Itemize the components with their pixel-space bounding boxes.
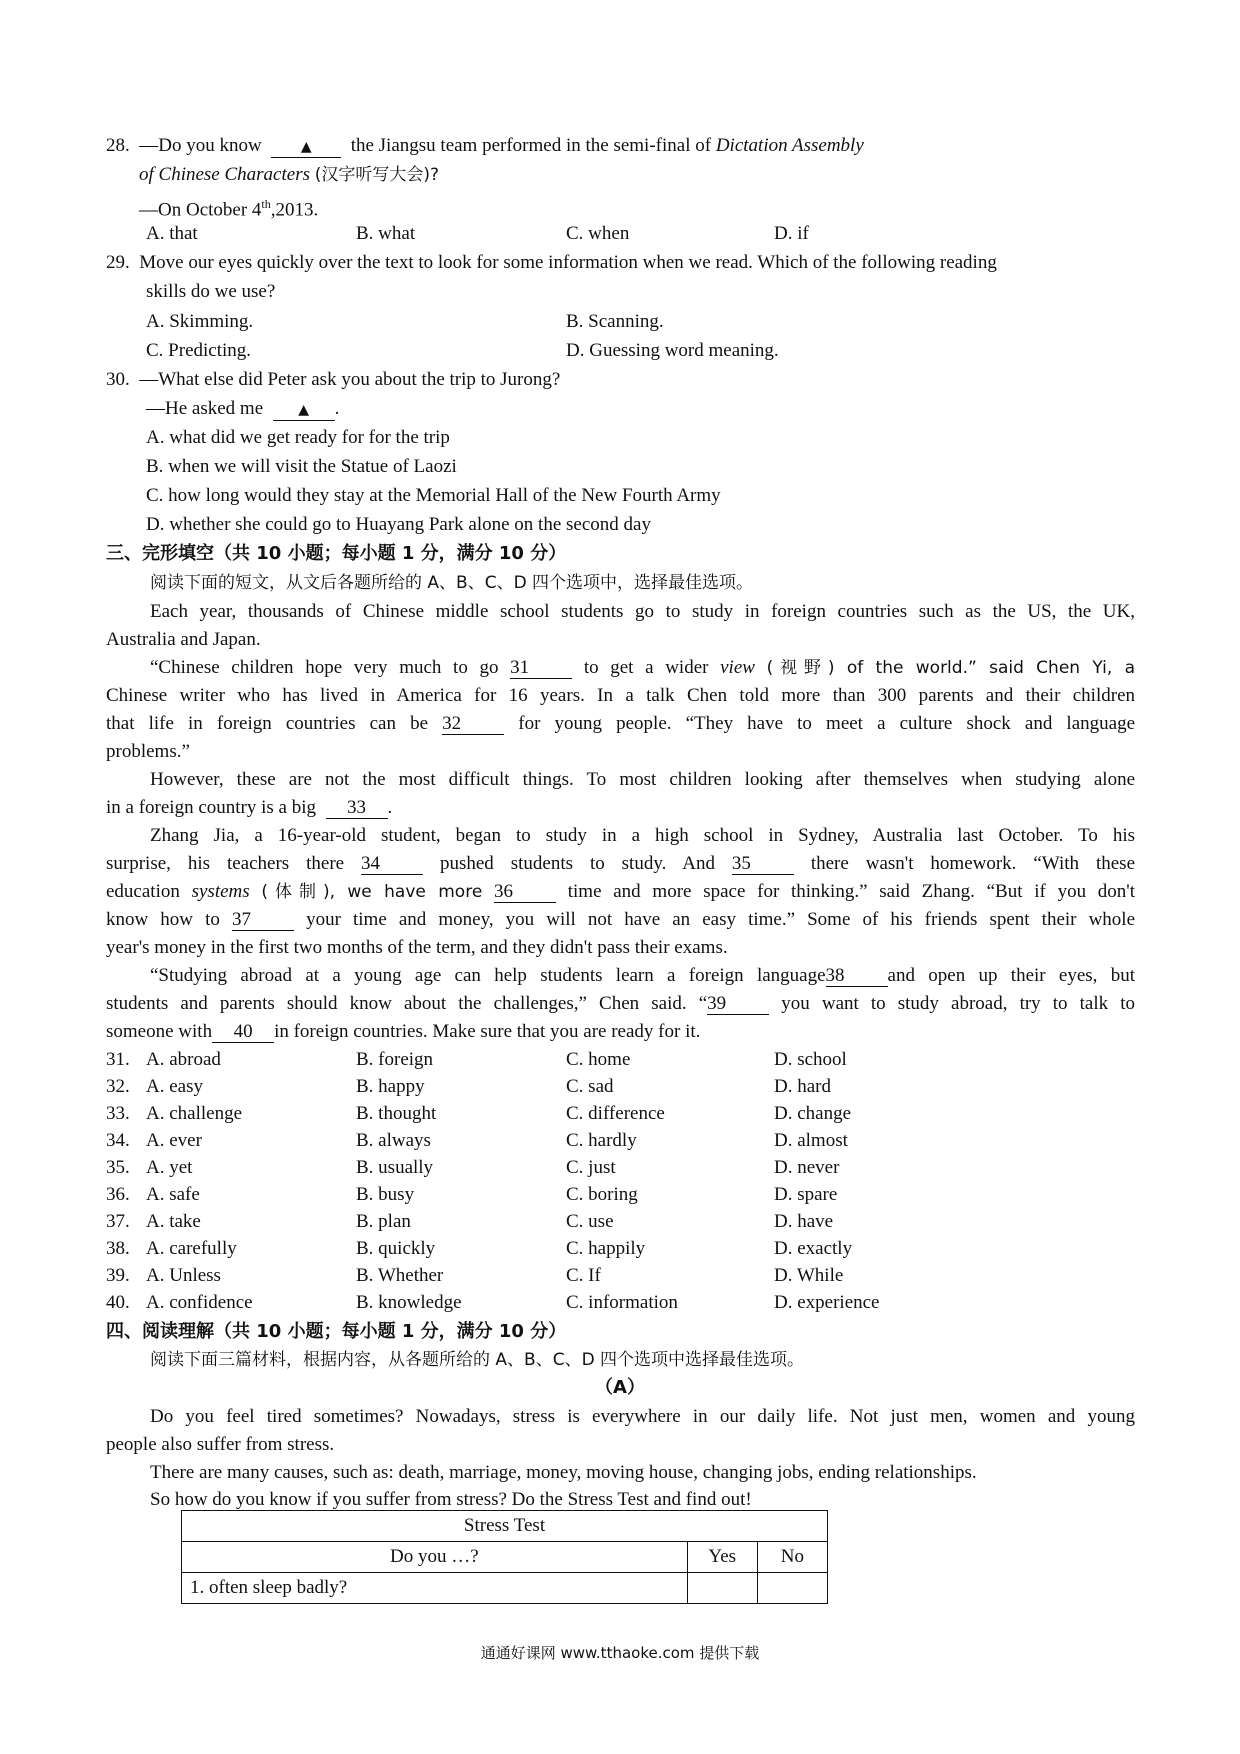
section4-instruction: 阅读下面三篇材料，根据内容，从各题所给的 A、B、C、D 四个选项中选择最佳选项。 bbox=[150, 1350, 805, 1370]
option-b: B. happy bbox=[356, 1076, 425, 1097]
option-a: A. abroad bbox=[146, 1049, 221, 1070]
table-row bbox=[182, 1573, 828, 1604]
option-c: C. information bbox=[566, 1292, 678, 1313]
passage-a-label: （A） bbox=[595, 1377, 645, 1398]
option-b: B. foreign bbox=[356, 1049, 434, 1070]
option-c: C. happily bbox=[566, 1238, 646, 1259]
option-b: B. Whether bbox=[356, 1265, 444, 1286]
column-header-no: No bbox=[757, 1542, 827, 1573]
cloze-p4-line3: education systems (体制), we have more 36 time and more space for thinking.” said Zhang. “But if you don't bbox=[106, 881, 1136, 902]
cloze-p5-line1: “Studying abroad at a young age can help students learn a foreign language38 and open up their eyes, but bbox=[150, 965, 1135, 986]
option-a: A. ever bbox=[146, 1130, 202, 1151]
blank-35: 35 bbox=[732, 854, 794, 875]
option-row-num: 32. bbox=[106, 1076, 130, 1097]
option-a: A. yet bbox=[146, 1157, 193, 1178]
option-b: B. thought bbox=[356, 1103, 437, 1124]
page-footer: 通通好课网 www.tthaoke.com 提供下载 bbox=[480, 1644, 760, 1662]
option-d: D. hard bbox=[774, 1076, 831, 1097]
option-row-num: 36. bbox=[106, 1184, 130, 1205]
option-c: C. hardly bbox=[566, 1130, 637, 1151]
cloze-p5-line2: students and parents should know about the challenges,” Chen said. “39 you want to study abroad, try to talk to bbox=[106, 993, 1136, 1014]
q28-reply: —On October 4th,2013. bbox=[139, 197, 319, 221]
cloze-p3-line1: However, these are not the most difficult things. To most children looking after themselves when studying alone bbox=[150, 769, 1135, 790]
section3-instruction: 阅读下面的短文，从文后各题所给的 A、B、C、D 四个选项中，选择最佳选项。 bbox=[150, 573, 754, 593]
option-c: C. difference bbox=[566, 1103, 665, 1124]
blank-38: 38 bbox=[826, 966, 888, 987]
blank-31: 31 bbox=[510, 658, 572, 679]
blank-34: 34 bbox=[361, 854, 423, 875]
cloze-p4-line4: know how to 37 your time and money, you will not have an easy time.” Some of his friends spent their whole bbox=[106, 909, 1135, 930]
section3-heading: 三、完形填空（共 10 小题；每小题 1 分，满分 10 分） bbox=[106, 543, 567, 564]
option-d: D. have bbox=[774, 1211, 834, 1232]
q29-option-a: A. Skimming. bbox=[146, 311, 254, 332]
option-b: B. quickly bbox=[356, 1238, 436, 1259]
option-a: A. take bbox=[146, 1211, 201, 1232]
q28-option-c: C. when bbox=[566, 223, 630, 244]
option-b: B. busy bbox=[356, 1184, 415, 1205]
reading-a-p3: So how do you know if you suffer from stress? Do the Stress Test and find out! bbox=[150, 1489, 752, 1510]
cloze-p2-line3: that life in foreign countries can be 32 for young people. “They have to meet a culture shock and language bbox=[106, 713, 1136, 734]
section4-heading: 四、阅读理解（共 10 小题；每小题 1 分，满分 10 分） bbox=[106, 1321, 567, 1342]
q30-blank: ▲ bbox=[273, 399, 335, 421]
option-b: B. usually bbox=[356, 1157, 434, 1178]
cloze-p1-line2: Australia and Japan. bbox=[106, 629, 261, 650]
cloze-p2-line2: Chinese writer who has lived in America for 16 years. In a talk Chen told more than 300 parents and their children bbox=[106, 685, 1135, 706]
row-question: 1. often sleep badly? bbox=[182, 1573, 688, 1604]
q30-option-a: A. what did we get ready for for the trip bbox=[146, 427, 450, 448]
row-yes-cell bbox=[687, 1573, 757, 1604]
blank-33: 33 bbox=[326, 798, 388, 819]
option-c: C. sad bbox=[566, 1076, 614, 1097]
option-row-num: 31. bbox=[106, 1049, 130, 1070]
option-c: C. If bbox=[566, 1265, 601, 1286]
q28-line2: of Chinese Characters (汉字听写大会)? bbox=[139, 164, 440, 185]
q28-line1: 28. —Do you know ▲ the Jiangsu team performed in the semi-final of Dictation Assembly bbox=[106, 135, 864, 156]
blank-39: 39 bbox=[707, 994, 769, 1015]
option-d: D. school bbox=[774, 1049, 847, 1070]
option-d: D. never bbox=[774, 1157, 840, 1178]
q28-blank: ▲ bbox=[271, 136, 341, 158]
option-d: D. While bbox=[774, 1265, 844, 1286]
q29-line2: skills do we use? bbox=[146, 281, 276, 302]
option-a: A. Unless bbox=[146, 1265, 221, 1286]
cloze-p2-line4: problems.” bbox=[106, 741, 190, 762]
reading-a-p1-line2: people also suffer from stress. bbox=[106, 1434, 335, 1455]
option-row-num: 35. bbox=[106, 1157, 130, 1178]
column-header-yes: Yes bbox=[687, 1542, 757, 1573]
q30-line1: 30. —What else did Peter ask you about the trip to Jurong? bbox=[106, 369, 561, 390]
option-c: C. boring bbox=[566, 1184, 638, 1205]
option-a: A. safe bbox=[146, 1184, 200, 1205]
stress-test-title: Stress Test bbox=[182, 1511, 828, 1542]
stress-test-table bbox=[181, 1510, 828, 1604]
option-c: C. just bbox=[566, 1157, 616, 1178]
option-d: D. spare bbox=[774, 1184, 838, 1205]
option-d: D. almost bbox=[774, 1130, 848, 1151]
q29-option-d: D. Guessing word meaning. bbox=[566, 340, 779, 361]
q28-option-d: D. if bbox=[774, 223, 809, 244]
q30-option-d: D. whether she could go to Huayang Park alone on the second day bbox=[146, 514, 651, 535]
cloze-p5-line3: someone with 40 in foreign countries. Make sure that you are ready for it. bbox=[106, 1021, 701, 1042]
reading-a-p2: There are many causes, such as: death, marriage, money, moving house, changing jobs, ending relationships. bbox=[150, 1462, 977, 1483]
option-row-num: 37. bbox=[106, 1211, 130, 1232]
option-c: C. home bbox=[566, 1049, 631, 1070]
option-b: B. always bbox=[356, 1130, 431, 1151]
cloze-p4-line1: Zhang Jia, a 16-year-old student, began to study in a high school in Sydney, Australia last October. To his bbox=[150, 825, 1135, 846]
option-d: D. exactly bbox=[774, 1238, 853, 1259]
q28-option-a: A. that bbox=[146, 223, 198, 244]
row-no-cell bbox=[757, 1573, 827, 1604]
column-header-question: Do you …? bbox=[182, 1542, 688, 1573]
option-c: C. use bbox=[566, 1211, 614, 1232]
cloze-p2-line1: “Chinese children hope very much to go 31 to get a wider view (视野) of the world.” said Chen Yi, a bbox=[150, 657, 1135, 678]
blank-32: 32 bbox=[442, 714, 504, 735]
q29-option-c: C. Predicting. bbox=[146, 340, 252, 361]
option-d: D. experience bbox=[774, 1292, 880, 1313]
cloze-p3-line2: in a foreign country is a big 33 . bbox=[106, 797, 393, 818]
option-a: A. carefully bbox=[146, 1238, 237, 1259]
blank-36: 36 bbox=[494, 882, 556, 903]
option-row-num: 39. bbox=[106, 1265, 130, 1286]
cloze-p1-line1: Each year, thousands of Chinese middle school students go to study in foreign countries such as the US, the UK, bbox=[150, 601, 1135, 622]
option-row-num: 34. bbox=[106, 1130, 130, 1151]
option-row-num: 33. bbox=[106, 1103, 130, 1124]
option-a: A. easy bbox=[146, 1076, 203, 1097]
blank-37: 37 bbox=[232, 910, 294, 931]
option-row-num: 40. bbox=[106, 1292, 130, 1313]
q30-option-c: C. how long would they stay at the Memorial Hall of the New Fourth Army bbox=[146, 485, 721, 506]
option-a: A. confidence bbox=[146, 1292, 253, 1313]
option-d: D. change bbox=[774, 1103, 852, 1124]
reading-a-p1-line1: Do you feel tired sometimes? Nowadays, stress is everywhere in our daily life. Not just men, women and young bbox=[150, 1406, 1135, 1427]
q30-option-b: B. when we will visit the Statue of Laozi bbox=[146, 456, 457, 477]
q29-line1: 29. Move our eyes quickly over the text to look for some information when we read. Which of the following reading bbox=[106, 252, 997, 273]
option-row-num: 38. bbox=[106, 1238, 130, 1259]
q30-reply: —He asked me ▲ . bbox=[146, 398, 340, 419]
option-b: B. knowledge bbox=[356, 1292, 462, 1313]
cloze-p4-line2: surprise, his teachers there 34 pushed students to study. And 35 there wasn't homework. “With these bbox=[106, 853, 1136, 874]
option-a: A. challenge bbox=[146, 1103, 243, 1124]
blank-40: 40 bbox=[212, 1022, 274, 1043]
option-b: B. plan bbox=[356, 1211, 411, 1232]
q29-option-b: B. Scanning. bbox=[566, 311, 664, 332]
q28-option-b: B. what bbox=[356, 223, 416, 244]
cloze-p4-line5: year's money in the first two months of the term, and they didn't pass their exams. bbox=[106, 937, 728, 958]
